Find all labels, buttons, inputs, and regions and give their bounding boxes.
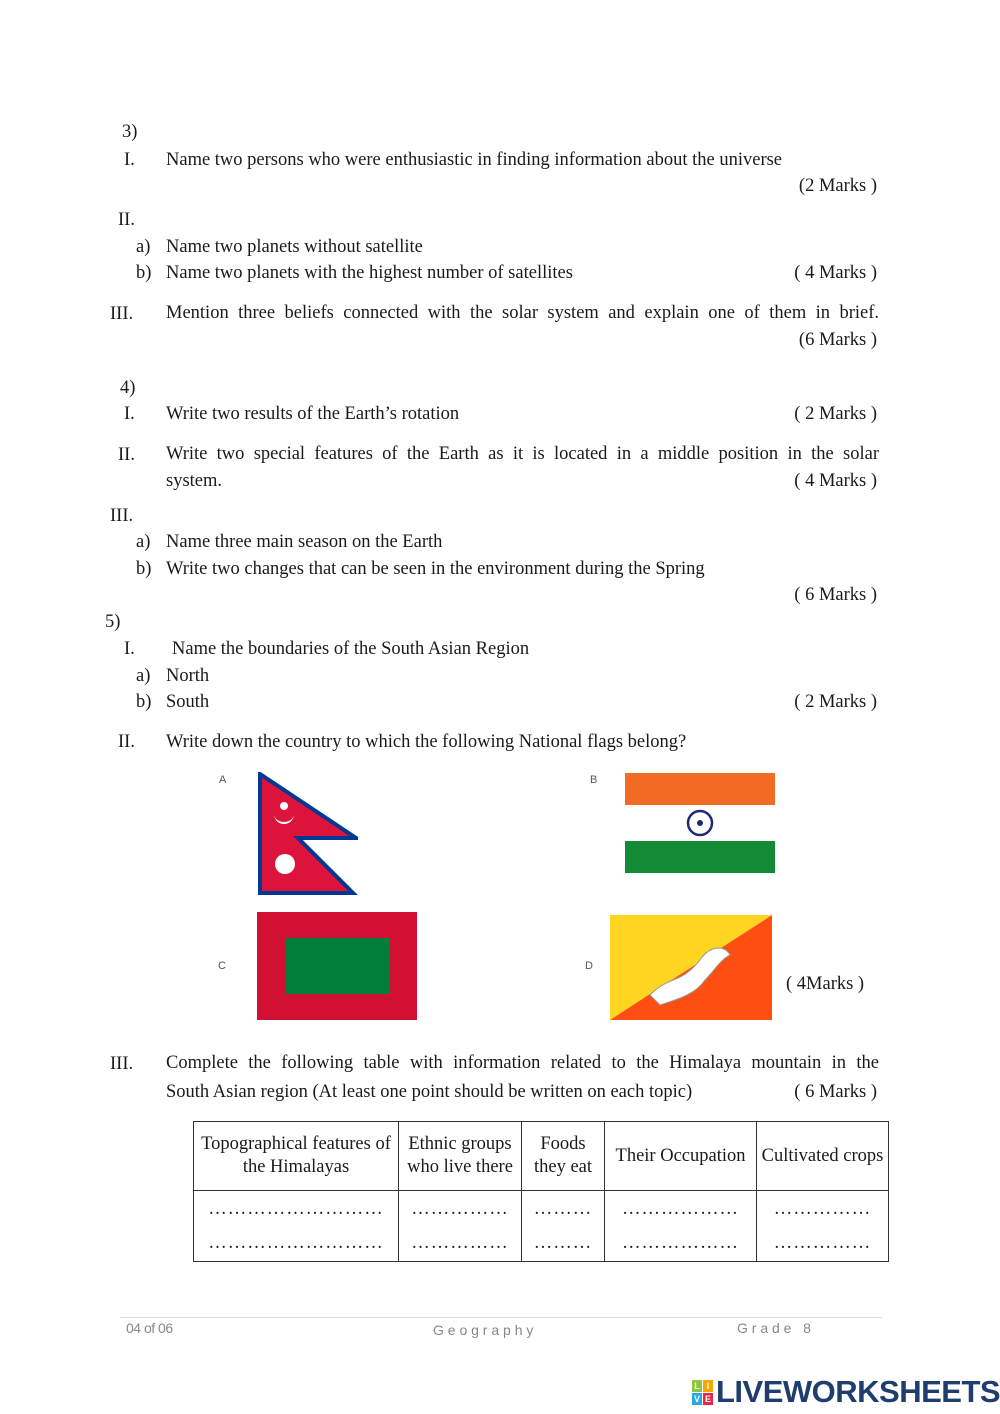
table-header: Ethnic groups who live there	[399, 1122, 522, 1191]
logo-letter: V	[693, 1393, 700, 1404]
bhutan-flag	[610, 915, 772, 1020]
item-number: II.	[118, 445, 135, 465]
logo-letter: I	[703, 1380, 713, 1392]
item-number: II.	[118, 732, 135, 752]
question-text: Name three main season on the Earth	[166, 532, 443, 552]
table-header: Foods they eat	[522, 1122, 605, 1191]
marks: ( 4 Marks )	[794, 471, 877, 491]
question-text: South Asian region (At least one point should be written on each topic)	[166, 1082, 693, 1102]
logo-letter: L	[692, 1380, 702, 1392]
table-header: Topographical features of the Himalayas	[194, 1122, 399, 1191]
marks: (6 Marks )	[798, 330, 877, 350]
logo-letter: E	[704, 1393, 711, 1404]
marks: ( 2 Marks )	[794, 404, 877, 424]
question-text: Write down the country to which the following National flags belong?	[166, 732, 687, 752]
question-number: 3)	[122, 122, 138, 142]
marks: ( 4Marks )	[786, 974, 865, 994]
sub-number: a)	[136, 666, 151, 686]
question-text: Name two persons who were enthusiastic in finding information about the universe	[166, 150, 783, 170]
flag-label: B	[590, 774, 598, 786]
marks: ( 4 Marks )	[794, 263, 877, 283]
marks: ( 6 Marks )	[794, 1082, 877, 1102]
item-number: II.	[118, 210, 135, 230]
answer-cell[interactable]: ……………………… ………………………	[194, 1191, 399, 1262]
answer-cell[interactable]: …………… ……………	[757, 1191, 889, 1262]
sub-number: a)	[136, 532, 151, 552]
marks: ( 6 Marks )	[794, 585, 877, 605]
page-number: 04 of 06	[126, 1320, 173, 1336]
logo-text: LIVEWORKSHEETS	[716, 1374, 1000, 1409]
answer-cell[interactable]: ……… ………	[522, 1191, 605, 1262]
question-text: Name two planets without satellite	[166, 237, 423, 257]
answer-cell[interactable]: …………… ……………	[399, 1191, 522, 1262]
table-header: Cultivated crops	[757, 1122, 889, 1191]
table-header-row	[194, 1122, 889, 1191]
question-text: Name two planets with the highest number of satellites	[166, 263, 573, 283]
logo-icon	[692, 1380, 713, 1405]
question-number: 5)	[105, 612, 121, 632]
flag-label: A	[219, 774, 227, 786]
question-text: Write two special features of the Earth as it is located in a middle position in the solar	[166, 444, 879, 464]
flag-label: C	[218, 960, 226, 972]
question-text: Mention three beliefs connected with the solar system and explain one of them in brief.	[166, 303, 879, 323]
item-number: III.	[110, 1054, 134, 1074]
item-number: I.	[124, 150, 135, 170]
question-text: Write two results of the Earth’s rotation	[166, 404, 460, 424]
item-number: III.	[110, 506, 134, 526]
answer-cell[interactable]: ……………… ………………	[605, 1191, 757, 1262]
answer-label: South	[166, 692, 210, 712]
question-text: Write two changes that can be seen in the environment during the Spring	[166, 559, 705, 579]
table-header: Their Occupation	[605, 1122, 757, 1191]
maldives-flag	[257, 912, 417, 1020]
india-flag	[625, 773, 775, 873]
table-row	[194, 1191, 889, 1262]
sub-number: b)	[136, 559, 152, 579]
question-text: Name the boundaries of the South Asian Region	[172, 639, 530, 659]
footer-divider	[120, 1317, 882, 1318]
liveworksheets-logo	[692, 1374, 1000, 1410]
question-number: 4)	[120, 378, 136, 398]
sub-number: a)	[136, 237, 151, 257]
marks: (2 Marks )	[798, 176, 877, 196]
question-text: system.	[166, 471, 223, 491]
footer-subject: G e o g r a p h y	[433, 1322, 534, 1338]
flag-label: D	[585, 960, 593, 972]
item-number: I.	[124, 639, 135, 659]
marks: ( 2 Marks )	[794, 692, 877, 712]
question-text: Complete the following table with information related to the Himalaya mountain in the	[166, 1053, 879, 1073]
item-number: I.	[124, 404, 135, 424]
answer-label: North	[166, 666, 210, 686]
himalaya-table	[193, 1121, 889, 1262]
nepal-flag	[258, 772, 358, 895]
sub-number: b)	[136, 692, 152, 712]
footer-grade: G r a d e 8	[737, 1320, 811, 1336]
item-number: III.	[110, 304, 134, 324]
sub-number: b)	[136, 263, 152, 283]
